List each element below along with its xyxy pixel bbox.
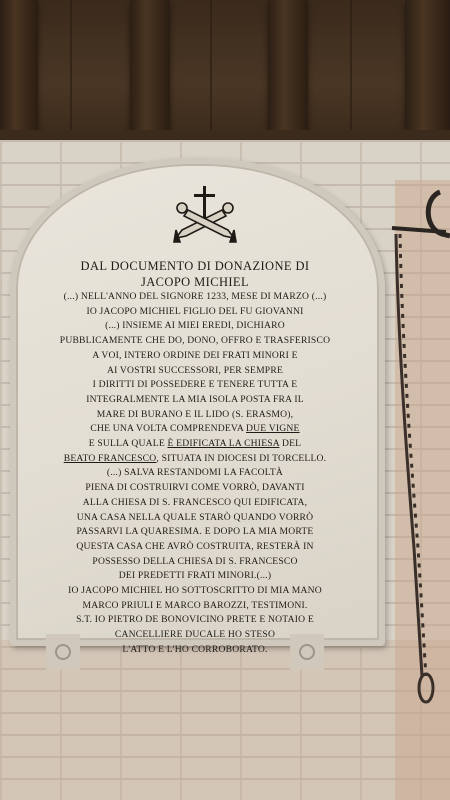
inscription-line: L'ATTO E L'HO CORROBORATO. [122,643,268,655]
inscription-text: CHE UNA VOLTA COMPRENDEVA [90,423,247,435]
ceiling-beam [405,0,450,150]
inscription-line: PIENA DI COSTRUIRVI COME VORRÒ, DAVANTI [85,482,305,494]
inscription-line: INTEGRALMENTE LA MIA ISOLA POSTA FRA IL [86,393,304,405]
inscription-line: ALLA CHIESA DI S. FRANCESCO QUI EDIFICATA, [82,496,308,508]
inscription-line: AI VOSTRI SUCCESSORI, PER SEMPRE [106,364,284,376]
inscription-title-line: JACOPO MICHIEL [140,275,250,289]
inscription-line: IO JACOPO MICHIEL FIGLIO DEL FU GIOVANNI [86,305,304,317]
inscription-line-chiesa [34,437,356,452]
inscription-line: MARE DI BURANO E IL LIDO (S. ERASMO), [96,408,294,420]
underlined-text: DUE VIGNE [246,423,300,435]
inscription-line: A VOI, INTERO ORDINE DEI FRATI MINORI E [92,349,298,361]
chain-icon [396,234,433,702]
inscription-line: DEI PREDETTI FRATI MINORI.(...) [118,570,272,582]
inscription-line: QUESTA CASA CHE AVRÒ COSTRUITA, RESTERÀ IN [76,540,314,552]
ceiling-beam [0,0,38,150]
inscription-line: PASSARVI LA QUARESIMA. E DOPO LA MIA MORTE [76,526,314,538]
franciscan-emblem [172,186,238,246]
wooden-ceiling [0,0,450,140]
ceiling-beam [130,0,170,150]
inscription-line: S.T. IO PIETRO DE BONOVICINO PRETE E NOTAIO E [76,614,314,626]
wall-hook-icon [384,188,450,708]
underlined-text: È EDIFICATA LA CHIESA [167,438,280,450]
stone-corbel [290,634,324,670]
inscription-text: E SULLA QUALE [88,438,168,450]
inscription [34,258,356,658]
inscription-line: UNA CASA NELLA QUALE STARÒ QUANDO VORRÒ [76,511,314,523]
inscription-line: PUBBLICAMENTE CHE DO, DONO, OFFRO E TRASFERISCO [59,335,331,347]
inscription-line: I DIRITTI DI POSSEDERE E TENERE TUTTA E [92,379,298,391]
inscription-line: CANCELLIERE DUCALE HO STESO [114,629,276,641]
inscription-line-vigne [34,422,356,437]
inscription-line: IO JACOPO MICHIEL HO SOTTOSCRITTO DI MIA MANO [68,585,322,597]
inscription-title-line: DAL DOCUMENTO DI DONAZIONE DI [80,259,310,273]
inscription-text: DEL [279,438,302,450]
inscription-line: (...) INSIEME AI MIEI EREDI, DICHIARO [105,320,285,332]
inscription-text: , SITUATA IN DIOCESI DI TORCELLO. [156,452,327,464]
inscription-line: (...) SALVA RESTANDOMI LA FACOLTÀ [106,467,284,479]
underlined-text: BEATO FRANCESCO [63,452,157,464]
inscription-line: (...) NELL'ANNO DEL SIGNORE 1233, MESE DI MARZO (...) [63,291,327,302]
inscription-line: MARCO PRIULI E MARCO BAROZZI, TESTIMONI. [82,599,308,611]
ceiling-beam [268,0,308,150]
inscription-line: POSSESSO DELLA CHIESA DI S. FRANCESCO [92,555,298,567]
inscription-line-beato [34,452,356,467]
stone-corbel [46,634,80,670]
